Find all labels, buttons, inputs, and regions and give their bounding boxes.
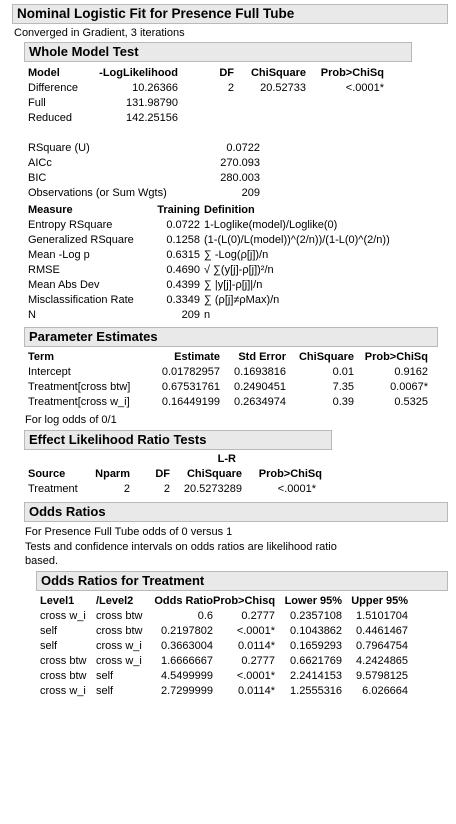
- cell: cross w_i: [40, 610, 86, 622]
- cell: 142.25156: [126, 112, 178, 124]
- table-row: [28, 263, 448, 278]
- col-prob-chisq: Prob>ChiSq: [320, 67, 384, 79]
- table-row: [40, 624, 408, 639]
- cell: 2.2414153: [290, 670, 343, 682]
- stat-label: Observations (or Sum Wgts): [28, 187, 167, 199]
- cell: 0.2634974: [234, 396, 286, 408]
- cell: 0.1659293: [290, 640, 343, 652]
- cell: 0.01782957: [161, 366, 220, 378]
- table-row: [28, 395, 428, 410]
- measure-definition: √ ∑(y[j]-ρ[j])²/n: [204, 264, 274, 276]
- table-header-row: [28, 467, 322, 482]
- cell: 10.26366: [132, 82, 178, 94]
- table-row: [28, 380, 428, 395]
- table-header-row: [40, 594, 408, 609]
- cell: 20.5273289: [183, 483, 242, 495]
- cell: 2: [227, 82, 234, 94]
- table-row: [28, 171, 260, 186]
- effect-lr-table: [28, 452, 322, 497]
- table-row: [28, 233, 448, 248]
- cell: 2.7299999: [161, 685, 213, 697]
- cell: 0.4461467: [356, 625, 409, 637]
- cell: 1.2555316: [290, 685, 343, 697]
- stat-value: 280.003: [220, 172, 260, 184]
- cell: 20.52733: [260, 82, 306, 94]
- measure-name: Misclassification Rate: [28, 294, 134, 306]
- cell: Treatment[cross w_i]: [28, 396, 130, 408]
- measure-definition: ∑ |y[j]-ρ[j]|/n: [204, 279, 263, 291]
- measure-definition: 1-Loglike(model)/Loglike(0): [204, 219, 338, 231]
- cell: Intercept: [28, 366, 71, 378]
- table-row: [28, 293, 448, 308]
- col-prob-chisq: Prob>ChiSq: [364, 351, 428, 363]
- table-row: [28, 96, 384, 111]
- col-level1: Level1: [40, 595, 75, 607]
- cell: <.0001*: [277, 483, 316, 495]
- table-row: [28, 248, 448, 263]
- table-row: [40, 684, 408, 699]
- stat-value: 270.093: [220, 157, 260, 169]
- cell: 9.5798125: [356, 670, 409, 682]
- cell: Treatment[cross btw]: [28, 381, 131, 393]
- table-header-row: [28, 66, 384, 81]
- cell: self: [40, 625, 58, 637]
- col-lower-95: Lower 95%: [284, 595, 343, 607]
- cell: 0.01: [332, 366, 354, 378]
- cell: Difference: [28, 82, 78, 94]
- table-row: [28, 111, 384, 126]
- odds-ratios-note-1: For Presence Full Tube odds of 0 versus 1: [25, 526, 233, 538]
- measure-name: N: [28, 309, 36, 321]
- col-df: DF: [219, 67, 234, 79]
- cell: 0.6: [197, 610, 213, 622]
- odds-ratios-header[interactable]: Odds Ratios: [24, 502, 448, 522]
- measure-value: 0.0722: [166, 219, 200, 231]
- stat-value: 0.0722: [226, 142, 260, 154]
- col-training: Training: [157, 204, 200, 216]
- convergence-note: Converged in Gradient, 3 iterations: [14, 27, 185, 39]
- cell: 0.7964754: [356, 640, 409, 652]
- measure-value: 0.1258: [166, 234, 200, 246]
- cell: <.0001*: [345, 82, 384, 94]
- stat-value: 209: [241, 187, 260, 199]
- cell: cross btw: [40, 655, 87, 667]
- cell: 0.3663004: [161, 640, 213, 652]
- report-title[interactable]: Nominal Logistic Fit for Presence Full Tube: [12, 4, 448, 24]
- cell: Reduced: [28, 112, 73, 124]
- cell: 0.2777: [241, 655, 276, 667]
- cell: cross btw: [96, 610, 143, 622]
- measure-value: 0.4399: [166, 279, 200, 291]
- col-term: Term: [28, 351, 55, 363]
- cell: cross w_i: [96, 640, 142, 652]
- whole-model-table: [28, 66, 384, 126]
- table-row: [28, 365, 428, 380]
- col-model: Model: [28, 67, 60, 79]
- cell: 4.5499999: [161, 670, 213, 682]
- stat-label: BIC: [28, 172, 47, 184]
- cell: 1.6666667: [161, 655, 213, 667]
- lr-label: L-R: [217, 453, 236, 465]
- col-prob-chisq: Prob>Chisq: [213, 595, 276, 607]
- cell: 0.0067*: [390, 381, 428, 393]
- cell: <.0001*: [236, 625, 276, 637]
- cell: 0.1693816: [234, 366, 286, 378]
- table-row: [28, 156, 260, 171]
- table-row: [40, 669, 408, 684]
- table-row: [40, 609, 408, 624]
- cell: 0.2197802: [161, 625, 213, 637]
- cell: 0.16449199: [161, 396, 220, 408]
- table-header-row: [28, 203, 448, 218]
- effect-lr-tests-header[interactable]: Effect Likelihood Ratio Tests: [24, 430, 332, 450]
- cell: cross w_i: [96, 655, 142, 667]
- cell: self: [96, 685, 114, 697]
- odds-ratios-table: [40, 594, 408, 699]
- cell: 0.39: [332, 396, 354, 408]
- measure-value: 0.4690: [166, 264, 200, 276]
- table-row: [28, 308, 448, 323]
- cell: 0.0114*: [237, 685, 276, 697]
- odds-ratios-treatment-header[interactable]: Odds Ratios for Treatment: [36, 571, 448, 591]
- log-odds-note: For log odds of 0/1: [25, 414, 117, 426]
- col-chisquare: ChiSquare: [186, 468, 242, 480]
- table-header-row: [28, 350, 428, 365]
- odds-ratios-note-3: based.: [25, 555, 59, 567]
- measure-name: RMSE: [28, 264, 60, 276]
- cell: cross btw: [96, 625, 143, 637]
- cell: 2: [123, 483, 130, 495]
- lr-label-row: [28, 452, 322, 467]
- cell: cross w_i: [40, 685, 86, 697]
- cell: 0.1043862: [290, 625, 343, 637]
- measure-name: Mean -Log p: [28, 249, 90, 261]
- cell: 1.5101704: [356, 610, 409, 622]
- measure-value: 0.6315: [166, 249, 200, 261]
- col-measure: Measure: [28, 204, 73, 216]
- cell: Full: [28, 97, 46, 109]
- stat-label: AICc: [28, 157, 52, 169]
- measure-definition: (1-(L(0)/L(model))^(2/n))/(1-L(0)^(2/n)): [204, 234, 390, 246]
- table-row: [28, 278, 448, 293]
- parameter-estimates-header[interactable]: Parameter Estimates: [24, 327, 438, 347]
- col-nparm: Nparm: [95, 468, 130, 480]
- parameter-estimates-table: [28, 350, 428, 410]
- table-row: [40, 654, 408, 669]
- measure-definition: ∑ (ρ[j]≠ρMax)/n: [204, 294, 280, 306]
- cell: 4.2424865: [356, 655, 409, 667]
- cell: 2: [163, 483, 170, 495]
- cell: 0.2357108: [290, 610, 343, 622]
- col-estimate: Estimate: [174, 351, 220, 363]
- cell: 0.67531761: [161, 381, 220, 393]
- measures-table: [28, 203, 448, 323]
- col-chisquare: ChiSquare: [298, 351, 354, 363]
- table-row: [28, 81, 384, 96]
- measure-name: Entropy RSquare: [28, 219, 113, 231]
- cell: 131.98790: [126, 97, 178, 109]
- table-row: [28, 482, 322, 497]
- stat-label: RSquare (U): [28, 142, 90, 154]
- col-chisquare: ChiSquare: [250, 67, 306, 79]
- whole-model-test-header[interactable]: Whole Model Test: [24, 42, 412, 62]
- table-row: [28, 186, 260, 201]
- col-df: DF: [155, 468, 170, 480]
- col-loglikelihood: -LogLikelihood: [99, 67, 178, 79]
- cell: self: [40, 640, 58, 652]
- col-definition: Definition: [204, 204, 255, 216]
- cell: Treatment: [28, 483, 78, 495]
- odds-ratios-note-2: Tests and confidence intervals on odds ratios are likelihood ratio: [25, 541, 337, 553]
- col-odds-ratio: Odds Ratio: [154, 595, 213, 607]
- fit-stats-table: [28, 141, 260, 201]
- cell: <.0001*: [236, 670, 276, 682]
- col-std-error: Std Error: [238, 351, 286, 363]
- measure-definition: n: [204, 309, 211, 321]
- cell: 0.6621769: [290, 655, 343, 667]
- cell: 7.35: [332, 381, 354, 393]
- cell: 6.026664: [362, 685, 409, 697]
- measure-value: 209: [181, 309, 200, 321]
- table-row: [28, 141, 260, 156]
- col-source: Source: [28, 468, 66, 480]
- cell: 0.0114*: [237, 640, 276, 652]
- cell: 0.5325: [394, 396, 428, 408]
- cell: 0.2777: [241, 610, 276, 622]
- table-row: [28, 218, 448, 233]
- table-row: [40, 639, 408, 654]
- measure-name: Generalized RSquare: [28, 234, 134, 246]
- cell: 0.9162: [394, 366, 428, 378]
- measure-value: 0.3349: [166, 294, 200, 306]
- col-upper-95: Upper 95%: [351, 595, 409, 607]
- measure-definition: ∑ -Log(ρ[j])/n: [204, 249, 269, 261]
- cell: cross btw: [40, 670, 87, 682]
- cell: self: [96, 670, 114, 682]
- measure-name: Mean Abs Dev: [28, 279, 100, 291]
- col-prob-chisq: Prob>ChiSq: [258, 468, 322, 480]
- col-level2: /Level2: [96, 595, 134, 607]
- cell: 0.2490451: [234, 381, 286, 393]
